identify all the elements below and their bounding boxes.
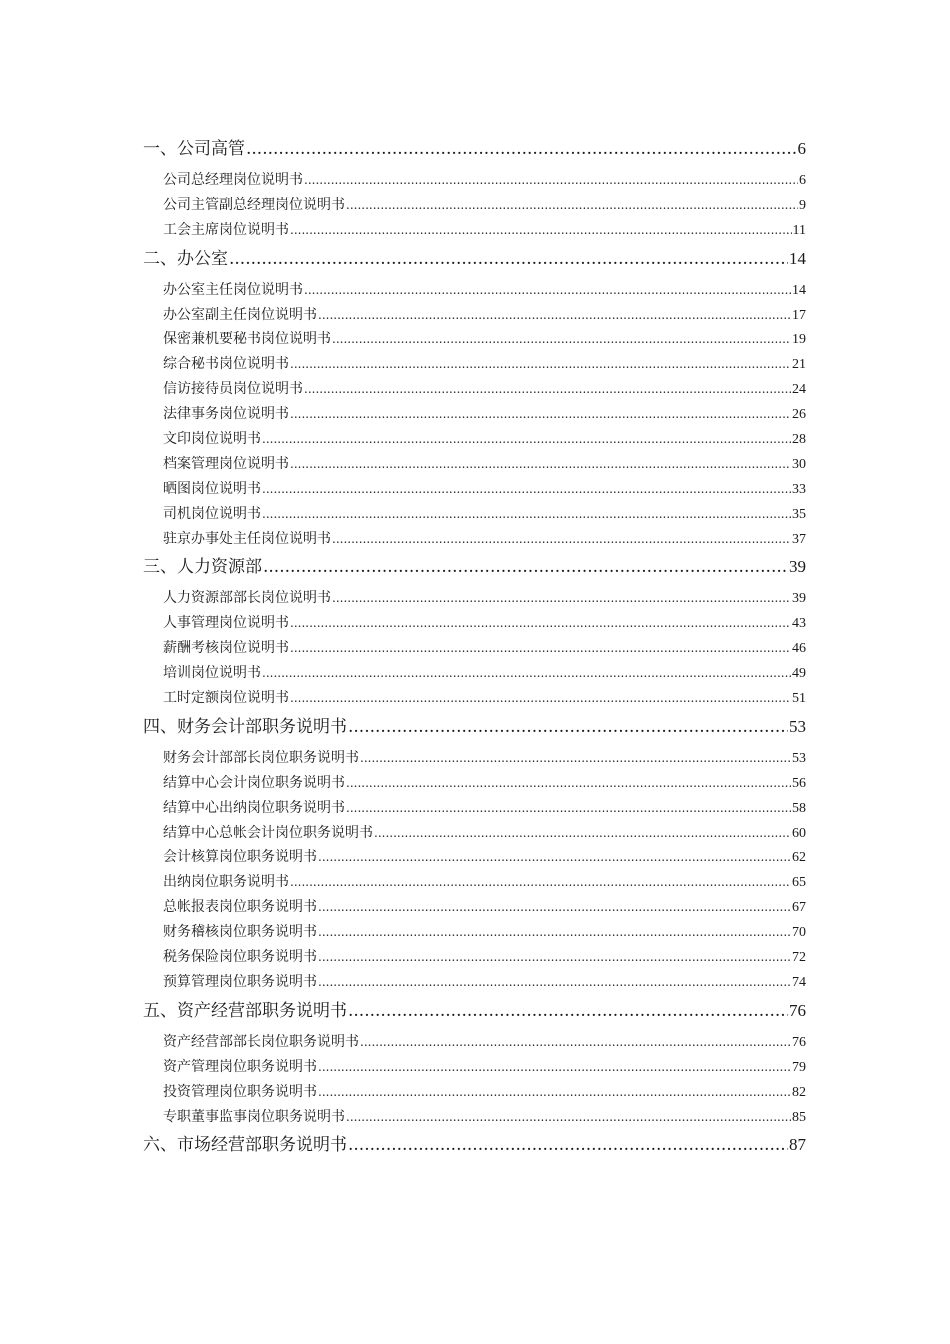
toc-heading[interactable]: [143, 136, 806, 161]
dot-leader: [360, 1030, 791, 1055]
page-number: 67: [792, 900, 806, 916]
item-title: 驻京办事处主任岗位说明书: [163, 530, 331, 547]
page-number: 74: [792, 974, 806, 990]
dot-leader: [290, 352, 791, 377]
dot-leader: [318, 1055, 791, 1080]
item-title: 培训岗位说明书: [163, 665, 261, 682]
dot-leader: [348, 999, 788, 1024]
item-title: 公司主管副总经理岗位说明书: [163, 196, 345, 213]
toc-section-5: [143, 998, 806, 1130]
item-title: 财务稽核岗位职务说明书: [163, 924, 317, 941]
section-number: 三、: [143, 557, 177, 578]
toc-item[interactable]: [143, 870, 806, 895]
item-title: 资产管理岗位职务说明书: [163, 1058, 317, 1075]
section-title: 财务会计部职务说明书: [177, 716, 347, 737]
toc-item[interactable]: [143, 586, 806, 611]
section-number: 二、: [143, 248, 177, 269]
toc-heading[interactable]: [143, 554, 806, 579]
item-title: 投资管理岗位职务说明书: [163, 1083, 317, 1100]
toc-item[interactable]: [143, 1030, 806, 1055]
dot-leader: [360, 746, 791, 771]
toc-heading[interactable]: [143, 998, 806, 1023]
toc-item[interactable]: [143, 611, 806, 636]
toc-item[interactable]: [143, 1055, 806, 1080]
page-number: 37: [792, 531, 806, 547]
toc-item[interactable]: [143, 303, 806, 328]
section-title: 办公室: [177, 248, 228, 269]
section-title: 资产经营部职务说明书: [177, 1000, 347, 1021]
item-title: 结算中心出纳岗位职务说明书: [163, 799, 345, 816]
item-title: 办公室主任岗位说明书: [163, 281, 303, 298]
page-number: 21: [792, 357, 806, 373]
section-number: 六、: [143, 1135, 177, 1156]
dot-leader: [346, 796, 791, 821]
item-title: 公司总经理岗位说明书: [163, 172, 303, 188]
dot-leader: [262, 502, 791, 527]
dot-leader: [290, 218, 792, 243]
dot-leader: [304, 168, 798, 193]
page-number: 39: [792, 591, 806, 607]
item-title: 财务会计部部长岗位职务说明书: [163, 749, 359, 766]
item-title: 文印岗位说明书: [163, 431, 261, 448]
page-number: 58: [792, 800, 806, 816]
page-number: 30: [792, 456, 806, 472]
item-title: 综合秘书岗位说明书: [163, 356, 289, 373]
toc-item[interactable]: [143, 452, 806, 477]
dot-leader: [348, 715, 788, 740]
section-number: 一、: [143, 139, 177, 159]
dot-leader: [290, 402, 791, 427]
dot-leader: [262, 661, 791, 686]
item-title: 会计核算岗位职务说明书: [163, 849, 317, 866]
item-title: 出纳岗位职务说明书: [163, 874, 289, 891]
toc-item[interactable]: [143, 895, 806, 920]
item-title: 专职董事监事岗位职务说明书: [163, 1108, 345, 1125]
page-number: 62: [792, 850, 806, 866]
item-title: 工会主席岗位说明书: [163, 221, 289, 238]
page-number: 26: [792, 407, 806, 423]
toc-section-3: [143, 554, 806, 710]
toc-item[interactable]: [143, 168, 806, 193]
dot-leader: [318, 1080, 791, 1105]
page-number: 76: [789, 1000, 806, 1020]
dot-leader: [374, 821, 791, 846]
dot-leader: [246, 137, 797, 162]
toc-item[interactable]: [143, 427, 806, 452]
page-number: 17: [792, 307, 806, 323]
item-title: 档案管理岗位说明书: [163, 455, 289, 472]
page-number: 72: [792, 950, 806, 966]
page-number: 43: [792, 616, 806, 632]
dot-leader: [346, 1105, 791, 1130]
item-title: 税务保险岗位职务说明书: [163, 949, 317, 966]
dot-leader: [229, 247, 788, 272]
toc-item[interactable]: [143, 1080, 806, 1105]
toc-item[interactable]: [143, 771, 806, 796]
toc-item[interactable]: [143, 636, 806, 661]
page-number: 51: [792, 691, 806, 707]
toc-item[interactable]: [143, 821, 806, 846]
page-number: 14: [789, 248, 806, 268]
page-number: 53: [792, 750, 806, 766]
toc-item[interactable]: [143, 746, 806, 771]
item-title: 人事管理岗位说明书: [163, 615, 289, 632]
dot-leader: [348, 1133, 788, 1158]
dot-leader: [263, 555, 788, 580]
dot-leader: [290, 686, 791, 711]
dot-leader: [262, 477, 791, 502]
item-title: 资产经营部部长岗位职务说明书: [163, 1033, 359, 1050]
toc-heading[interactable]: [143, 714, 806, 739]
page-number: 28: [792, 432, 806, 448]
dot-leader: [318, 895, 791, 920]
toc-section-1: [143, 136, 806, 243]
item-title: 总帐报表岗位职务说明书: [163, 899, 317, 916]
page-number: 14: [792, 282, 806, 298]
item-title: 晒图岗位说明书: [163, 480, 261, 497]
dot-leader: [346, 771, 791, 796]
section-title: 市场经营部职务说明书: [177, 1135, 347, 1156]
toc-heading[interactable]: [143, 1132, 806, 1157]
toc-item[interactable]: [143, 327, 806, 352]
dot-leader: [304, 377, 791, 402]
toc-section-6: [143, 1132, 806, 1157]
section-number: 五、: [143, 1000, 177, 1021]
item-title: 信访接待员岗位说明书: [163, 381, 303, 398]
toc-item[interactable]: [143, 970, 806, 995]
dot-leader: [332, 327, 791, 352]
dot-leader: [290, 611, 791, 636]
item-title: 工时定额岗位说明书: [163, 690, 289, 707]
toc-item[interactable]: [143, 1105, 806, 1130]
page-number: 76: [792, 1034, 806, 1050]
toc-heading[interactable]: [143, 246, 806, 271]
item-title: 办公室副主任岗位说明书: [163, 306, 317, 323]
page-number: 70: [792, 925, 806, 941]
dot-leader: [318, 970, 791, 995]
toc-item[interactable]: [143, 278, 806, 303]
dot-leader: [304, 278, 791, 303]
toc-item[interactable]: [143, 661, 806, 686]
toc-item[interactable]: [143, 402, 806, 427]
dot-leader: [318, 845, 791, 870]
page-number: 39: [789, 557, 806, 577]
item-title: 结算中心会计岗位职务说明书: [163, 774, 345, 791]
toc-section-4: [143, 714, 806, 995]
page-number: 33: [792, 481, 806, 497]
toc-item[interactable]: [143, 218, 806, 243]
toc-item[interactable]: [143, 377, 806, 402]
toc-item[interactable]: [143, 193, 806, 218]
item-title: 人力资源部部长岗位说明书: [163, 590, 331, 607]
page-number: 6: [797, 139, 806, 158]
toc-item[interactable]: [143, 477, 806, 502]
toc-section-2: [143, 246, 806, 552]
dot-leader: [290, 452, 791, 477]
toc-item[interactable]: [143, 686, 806, 711]
toc-item[interactable]: [143, 796, 806, 821]
toc-item[interactable]: [143, 945, 806, 970]
dot-leader: [318, 303, 791, 328]
dot-leader: [346, 193, 798, 218]
page-number: 46: [792, 641, 806, 657]
section-number: 四、: [143, 716, 177, 737]
dot-leader: [318, 920, 791, 945]
page-number: 79: [792, 1059, 806, 1075]
table-of-contents: [143, 134, 806, 1164]
toc-item[interactable]: [143, 502, 806, 527]
item-title: 司机岗位说明书: [163, 505, 261, 522]
section-title: 人力资源部: [177, 557, 262, 578]
dot-leader: [332, 527, 791, 552]
page-number: 53: [789, 716, 806, 736]
toc-item[interactable]: [143, 527, 806, 552]
item-title: 保密兼机要秘书岗位说明书: [163, 331, 331, 348]
item-title: 预算管理岗位职务说明书: [163, 973, 317, 990]
item-title: 结算中心总帐会计岗位职务说明书: [163, 824, 373, 841]
item-title: 薪酬考核岗位说明书: [163, 640, 289, 657]
page-number: 85: [792, 1109, 806, 1125]
dot-leader: [290, 636, 791, 661]
dot-leader: [318, 945, 791, 970]
section-title: 公司高管: [177, 139, 245, 159]
page-number: 6: [799, 173, 806, 188]
page-number: 49: [792, 666, 806, 682]
page-number: 9: [799, 197, 806, 213]
page-number: 19: [792, 332, 806, 348]
page-number: 82: [792, 1084, 806, 1100]
page-number: 87: [789, 1135, 806, 1155]
item-title: 法律事务岗位说明书: [163, 406, 289, 423]
page-number: 65: [792, 875, 806, 891]
page-number: 35: [792, 506, 806, 522]
page-number: 56: [792, 775, 806, 791]
page-number: 11: [792, 222, 806, 238]
dot-leader: [290, 870, 791, 895]
toc-item[interactable]: [143, 352, 806, 377]
dot-leader: [332, 586, 791, 611]
toc-item[interactable]: [143, 920, 806, 945]
dot-leader: [262, 427, 791, 452]
page-number: 60: [792, 825, 806, 841]
toc-item[interactable]: [143, 845, 806, 870]
page-number: 24: [792, 382, 806, 398]
